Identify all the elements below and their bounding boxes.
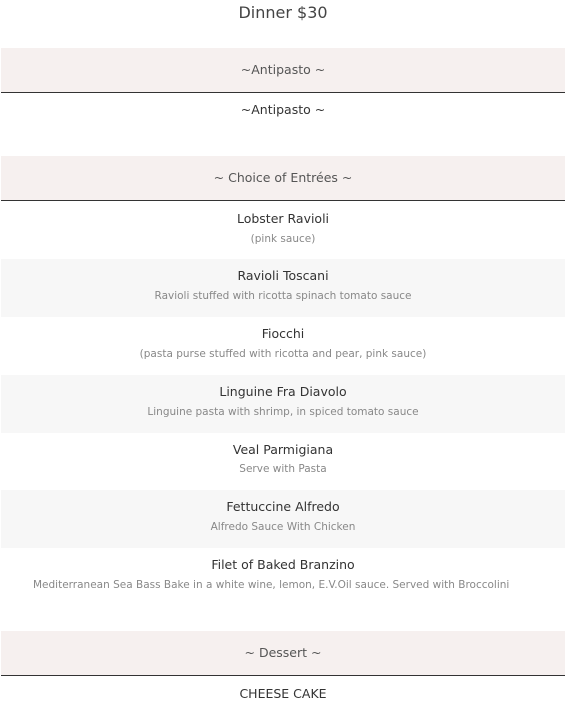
page-title: Dinner $30 <box>238 3 328 22</box>
menu-item-linguine-fra-diavolo <box>1 375 565 433</box>
menu-item-name: Fettuccine Alfredo <box>226 499 340 514</box>
menu-item-cheese-cake <box>1 676 565 702</box>
menu-item-filet-of-baked-branzino <box>1 548 565 630</box>
menu-item-name: Fiocchi <box>261 326 305 341</box>
menu-item-name: Filet of Baked Branzino <box>211 557 355 572</box>
menu-item-description: Linguine pasta with shrimp, in spiced tomato sauce <box>147 406 419 418</box>
menu-item-ravioli-toscani <box>1 259 565 317</box>
menu-item-description: Mediterranean Sea Bass Bake in a white wine, lemon, E.V.Oil sauce. Served with Broccolini <box>33 579 510 591</box>
menu-item-fettuccine-alfredo <box>1 490 565 548</box>
menu-item-description: (pasta purse stuffed with ricotta and pear, pink sauce) <box>139 348 427 360</box>
menu-item-name: Ravioli Toscani <box>237 268 329 283</box>
menu-item-description: (pink sauce) <box>250 233 316 245</box>
menu-item-antipasto <box>1 93 565 155</box>
menu-item-description: Ravioli stuffed with ricotta spinach tomato sauce <box>154 290 412 302</box>
menu-item-name: ~Antipasto ~ <box>240 102 326 117</box>
menu-item-description: Serve with Pasta <box>239 463 327 475</box>
menu-item-veal-parmigiana <box>1 433 565 490</box>
menu-item-name: CHEESE CAKE <box>239 686 327 701</box>
section-header-antipasto: ~Antipasto ~ <box>1 48 565 93</box>
menu-item-fiocchi <box>1 317 565 375</box>
section-header-entrees: ~ Choice of Entrées ~ <box>1 156 565 201</box>
menu-item-description: Alfredo Sauce With Chicken <box>210 521 356 533</box>
section-header-dessert: ~ Dessert ~ <box>1 631 565 676</box>
menu-item-lobster-ravioli <box>1 201 565 259</box>
menu-item-name: Linguine Fra Diavolo <box>219 384 347 399</box>
menu-item-name: Lobster Ravioli <box>236 211 330 226</box>
menu-item-name: Veal Parmigiana <box>232 442 334 457</box>
